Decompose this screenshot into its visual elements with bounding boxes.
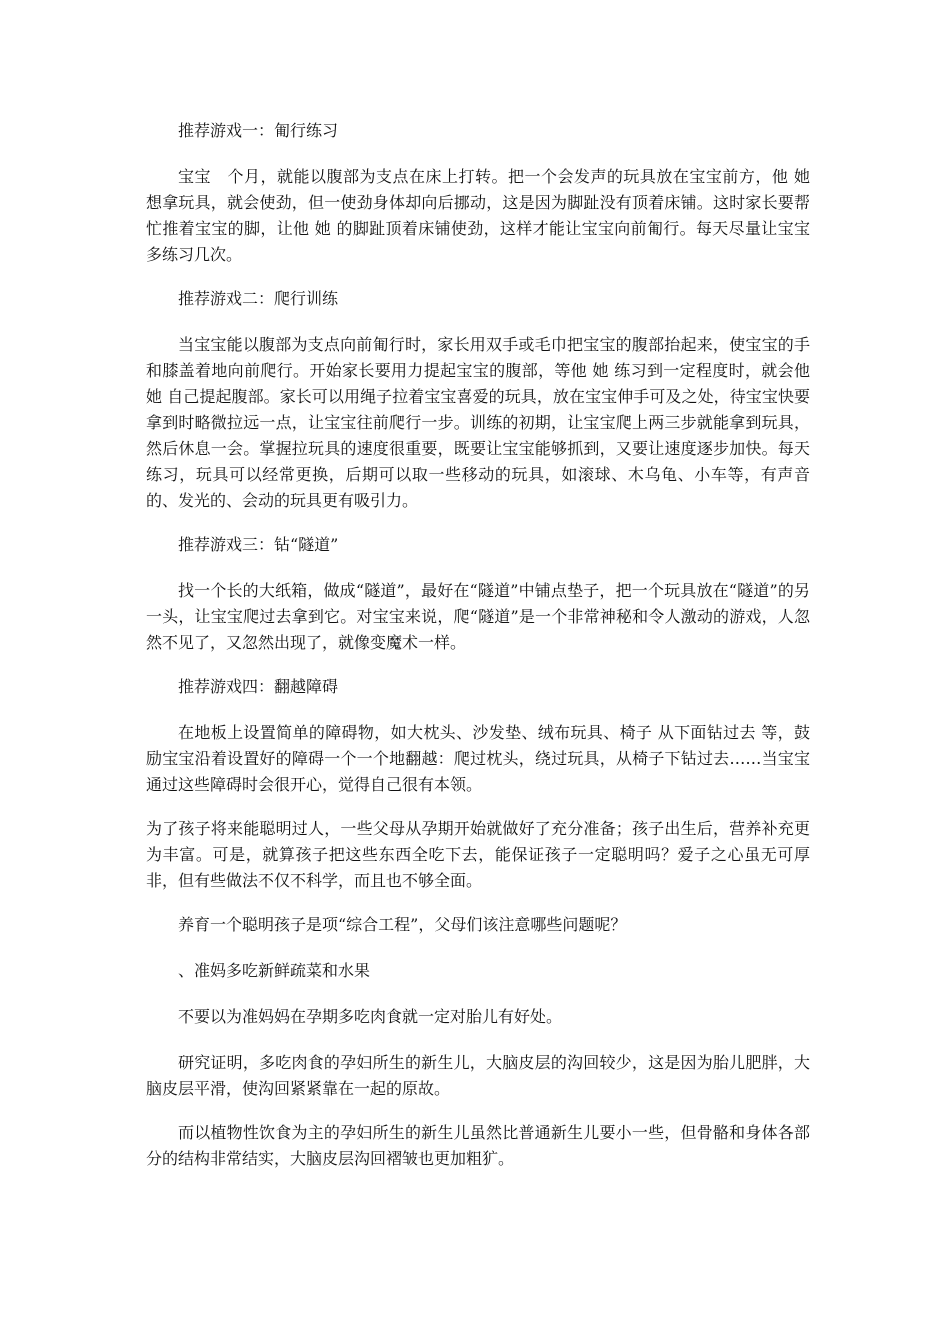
- paragraph-meat-note: 不要以为准妈妈在孕期多吃肉食就一定对胎儿有好处。: [178, 1007, 563, 1026]
- heading-game-2: 推荐游戏二：爬行训练: [178, 289, 339, 308]
- heading-game-1: 推荐游戏一：匍行练习: [178, 121, 339, 140]
- document-page: [146, 118, 816, 1172]
- paragraph-question: 养育一个聪明孩子是项“综合工程”，父母们该注意哪些问题呢？: [178, 915, 627, 934]
- paragraph-plant-diet: 而以植物性饮食为主的孕妇所生的新生儿虽然比普通新生儿要小一些，但骨骼和身体各部分的结构非常结实，大脑皮层沟回褶皱也更加粗犷。: [146, 1123, 810, 1168]
- paragraph-game-4: 在地板上设置简单的障碍物，如大枕头、沙发垫、绒布玩具、椅子 从下面钻过去 等，鼓励宝宝沿着设置好的障碍一个一个地翻越：爬过枕头，绕过玩具，从椅子下钻过去……当宝宝通过这些障碍时会很开心，觉得自己很有本领。: [146, 723, 810, 794]
- paragraph-game-3: 找一个长的大纸箱，做成“隧道”，最好在“隧道”中铺点垫子，把一个玩具放在“隧道”的另一头，让宝宝爬过去拿到它。对宝宝来说，爬“隧道”是一个非常神秘和令人激动的游戏，人忽然不见了，又忽然出现了，就像变魔术一样。: [146, 581, 810, 652]
- paragraph-intro-smart-child: 为了孩子将来能聪明过人，一些父母从孕期开始就做好了充分准备；孩子出生后，营养补充更为丰富。可是，就算孩子把这些东西全吃下去，能保证孩子一定聪明吗？爱子之心虽无可厚非，但有些做法不仅不科学，而且也不够全面。: [146, 819, 810, 890]
- heading-game-4: 推荐游戏四：翻越障碍: [178, 677, 339, 696]
- paragraph-game-1: 宝宝 个月，就能以腹部为支点在床上打转。把一个会发声的玩具放在宝宝前方，他 她 想拿玩具，就会使劲，但一使劲身体却向后挪动，这是因为脚趾没有顶着床铺。这时家长要帮忙推着宝宝的脚，让他 她 的脚趾顶着床铺使劲，这样才能让宝宝向前匍行。每天尽量让宝宝多练习几次。: [146, 167, 816, 264]
- heading-game-3: 推荐游戏三：钻“隧道”: [178, 535, 339, 554]
- paragraph-research: 研究证明，多吃肉食的孕妇所生的新生儿，大脑皮层的沟回较少，这是因为胎儿肥胖，大脑皮层平滑，使沟回紧紧靠在一起的原故。: [146, 1053, 810, 1098]
- heading-vegetables-fruit: 、准妈多吃新鲜疏菜和水果: [178, 961, 371, 980]
- paragraph-game-2: 当宝宝能以腹部为支点向前匍行时，家长用双手或毛巾把宝宝的腹部抬起来，使宝宝的手和膝盖着地向前爬行。开始家长要用力提起宝宝的腹部，等他 她 练习到一定程度时，就会他 她 自己提起腹部。家长可以用绳子拉着宝宝喜爱的玩具，放在宝宝伸手可及之处，待宝宝快要拿到时略微拉远一点，让宝宝往前爬行一步。训练的初期，让宝宝爬上两三步就能拿到玩具，然后休息一会。掌握拉玩具的速度很重要，既要让宝宝能够抓到，又要让速度逐步加快。每天练习，玩具可以经常更换，后期可以取一些移动的玩具，如滚球、木乌龟、小车等，有声音的、发光的、会动的玩具更有吸引力。: [146, 335, 816, 510]
